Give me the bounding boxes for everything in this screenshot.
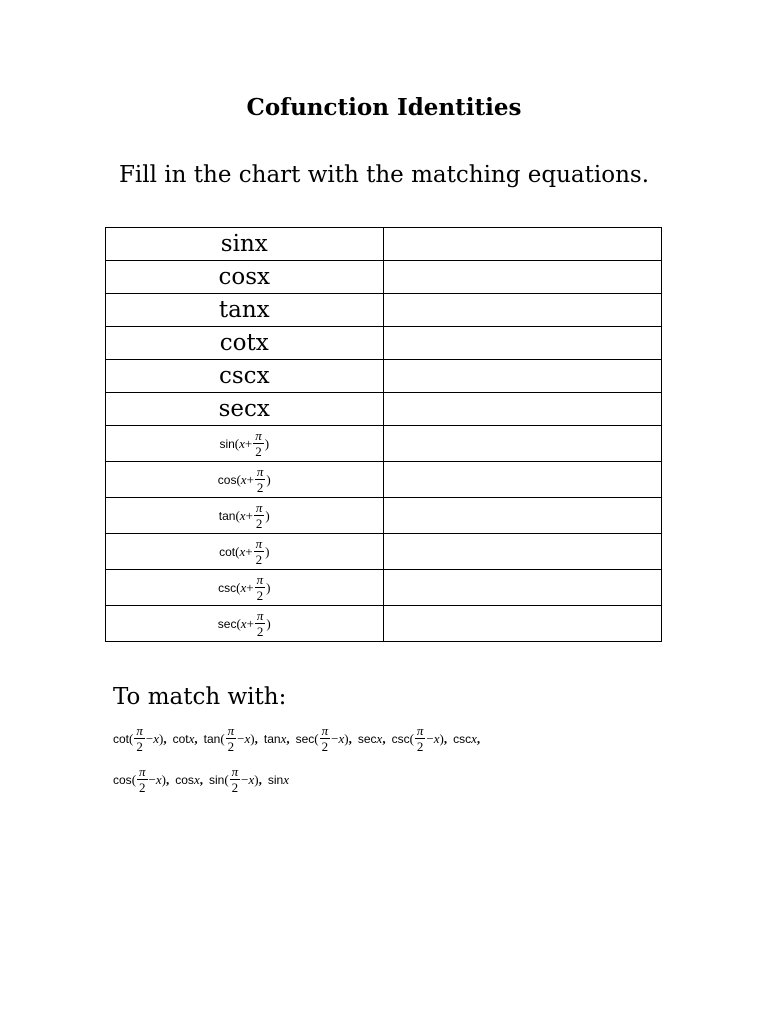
paren-open: ( [236, 615, 241, 631]
paren-open: ( [236, 471, 241, 487]
match-item [172, 730, 198, 747]
operator: − [426, 730, 434, 746]
operator: − [331, 730, 339, 746]
match-item [296, 724, 349, 753]
function-name: cot [113, 731, 130, 746]
variable: x [471, 730, 477, 746]
chart-row [106, 360, 662, 393]
chart-answer-cell[interactable] [383, 498, 661, 534]
function-name: sin [219, 436, 235, 451]
variable: x [188, 730, 195, 746]
chart-function-cell: tanx [106, 294, 384, 327]
fraction-pi-over-2 [254, 501, 265, 530]
chart-function-cell: cotx [106, 327, 384, 360]
separator: , [258, 771, 262, 787]
match-item [268, 772, 289, 788]
chart-row [106, 393, 662, 426]
function-name: cos [217, 472, 237, 487]
paren-close: ) [266, 615, 271, 631]
paren-open: ( [234, 435, 240, 451]
match-item [392, 724, 444, 753]
operator: − [241, 771, 249, 787]
fraction-denominator: 2 [231, 780, 239, 795]
fraction-denominator: 2 [139, 780, 146, 795]
function-name: cot [219, 544, 236, 559]
fraction-pi-over-2 [255, 609, 266, 638]
chart-row [106, 570, 662, 606]
chart-row [106, 606, 662, 642]
paren-open: ( [235, 507, 240, 523]
chart-answer-cell[interactable] [383, 261, 661, 294]
operator: − [237, 730, 245, 746]
fraction-pi-over-2 [137, 765, 148, 794]
fraction-denominator: 2 [255, 444, 262, 459]
paren-open: ( [409, 730, 414, 746]
fraction-pi-over-2 [320, 724, 331, 753]
operator: − [148, 771, 156, 787]
match-label: To match with: [113, 684, 287, 710]
chart-function-cell: secx [106, 393, 384, 426]
fraction-pi-over-2 [255, 465, 266, 494]
separator: , [286, 730, 290, 746]
fraction-denominator: 2 [255, 552, 263, 567]
shift-expression [219, 501, 270, 530]
variable: x [240, 471, 247, 487]
fraction-denominator: 2 [256, 624, 264, 639]
paren-close: ) [266, 471, 271, 487]
chart-function-cell: sinx [106, 228, 384, 261]
fraction-pi-over-2 [255, 573, 266, 602]
chart-answer-cell[interactable] [383, 294, 661, 327]
operator: + [245, 507, 253, 523]
function-name: csc [453, 731, 472, 746]
fraction-numerator: π [227, 723, 235, 738]
match-item [209, 765, 259, 794]
chart-answer-cell[interactable] [383, 426, 661, 462]
chart-answer-cell[interactable] [383, 393, 661, 426]
operator: + [245, 543, 253, 559]
variable: x [240, 579, 247, 595]
function-name: sec [295, 731, 315, 746]
chart-function-cell: cosx [106, 261, 384, 294]
chart-answer-cell[interactable] [383, 570, 661, 606]
function-name: csc [218, 580, 237, 595]
page-title: Cofunction Identities [246, 94, 522, 121]
match-line-1 [113, 724, 486, 753]
function-name: tan [263, 731, 281, 746]
chart-row [106, 426, 662, 462]
fraction-numerator: π [256, 608, 264, 623]
operator: + [246, 579, 254, 595]
separator: , [348, 730, 352, 746]
chart-function-cell [106, 462, 384, 498]
variable: x [433, 730, 440, 746]
function-name: csc [391, 731, 410, 746]
separator: , [166, 771, 170, 787]
variable: x [239, 435, 245, 451]
fraction-denominator: 2 [227, 739, 235, 754]
fraction-numerator: π [255, 500, 263, 515]
chart-function-cell [106, 534, 384, 570]
paren-open: ( [235, 543, 240, 559]
chart-function-cell [106, 606, 384, 642]
match-item [358, 731, 382, 747]
shift-expression [219, 429, 269, 458]
identity-chart [105, 227, 662, 642]
paren-close: ) [265, 507, 270, 523]
match-item [204, 724, 255, 753]
function-name: sin [208, 772, 225, 787]
shift-expression [219, 537, 269, 566]
fraction-numerator: π [231, 764, 239, 779]
separator: , [194, 730, 198, 746]
paren-close: ) [266, 579, 271, 595]
paren-close: ) [264, 435, 270, 451]
paren-open: ( [131, 771, 137, 787]
chart-answer-cell[interactable] [383, 327, 661, 360]
chart-function-cell [106, 570, 384, 606]
chart-row [106, 228, 662, 261]
fraction-denominator: 2 [416, 739, 424, 754]
function-name: cot [172, 731, 189, 746]
variable: x [239, 507, 246, 523]
paren-open: ( [236, 579, 241, 595]
function-name: tan [203, 731, 221, 746]
function-name: sec [217, 616, 237, 631]
fraction-numerator: π [139, 764, 146, 779]
fraction-pi-over-2 [253, 429, 264, 458]
chart-row [106, 462, 662, 498]
variable: x [155, 771, 162, 787]
fraction-numerator: π [321, 723, 329, 738]
match-item [453, 731, 477, 747]
match-item [113, 724, 163, 753]
fraction-numerator: π [255, 428, 262, 443]
paren-open: ( [224, 771, 229, 787]
match-item [113, 765, 166, 794]
chart-row [106, 294, 662, 327]
fraction-pi-over-2 [415, 724, 426, 753]
shift-expression [218, 573, 270, 602]
fraction-denominator: 2 [256, 588, 264, 603]
chart-answer-cell[interactable] [383, 462, 661, 498]
paren-close: ) [158, 730, 164, 746]
chart-function-cell: cscx [106, 360, 384, 393]
operator: + [246, 471, 254, 487]
separator: , [199, 771, 203, 787]
paren-close: ) [254, 771, 259, 787]
separator: , [476, 730, 481, 746]
variable: x [283, 771, 289, 787]
function-name: sin [267, 772, 284, 787]
paren-close: ) [439, 730, 444, 746]
variable: x [248, 771, 255, 787]
variable: x [240, 615, 247, 631]
chart-answer-cell[interactable] [383, 534, 661, 570]
function-name: tan [218, 508, 236, 523]
fraction-numerator: π [136, 723, 143, 738]
variable: x [239, 543, 246, 559]
separator: , [254, 730, 258, 746]
fraction-pi-over-2 [254, 537, 265, 566]
paren-close: ) [250, 730, 255, 746]
fraction-numerator: π [255, 536, 263, 551]
variable: x [193, 771, 200, 787]
fraction-denominator: 2 [321, 739, 329, 754]
function-name: cos [113, 772, 132, 787]
paren-open: ( [129, 730, 134, 746]
fraction-denominator: 2 [136, 739, 143, 754]
fraction-numerator: π [256, 464, 264, 479]
variable: x [244, 730, 251, 746]
chart-row [106, 327, 662, 360]
fraction-numerator: π [256, 572, 264, 587]
operator: − [145, 730, 154, 746]
chart-function-cell [106, 426, 384, 462]
instructions: Fill in the chart with the matching equations. [118, 162, 650, 188]
paren-close: ) [161, 771, 166, 787]
shift-expression [218, 465, 271, 494]
function-name: sec [357, 731, 377, 746]
chart-function-cell [106, 498, 384, 534]
chart-answer-cell[interactable] [383, 360, 661, 393]
chart-row [106, 534, 662, 570]
operator: + [244, 435, 253, 451]
fraction-pi-over-2 [134, 724, 145, 753]
chart-answer-cell[interactable] [383, 606, 661, 642]
variable: x [153, 730, 159, 746]
fraction-numerator: π [416, 723, 424, 738]
variable: x [280, 730, 287, 746]
paren-open: ( [220, 730, 225, 746]
chart-row [106, 498, 662, 534]
separator: , [163, 730, 167, 746]
paren-open: ( [314, 730, 319, 746]
fraction-pi-over-2 [226, 724, 237, 753]
match-line-2 [113, 765, 289, 794]
separator: , [382, 730, 386, 746]
paren-close: ) [265, 543, 270, 559]
function-name: cos [175, 772, 194, 787]
paren-close: ) [344, 730, 349, 746]
fraction-denominator: 2 [255, 516, 263, 531]
separator: , [443, 730, 448, 746]
fraction-denominator: 2 [256, 480, 264, 495]
operator: + [246, 615, 254, 631]
chart-answer-cell[interactable] [383, 228, 661, 261]
variable: x [376, 730, 383, 746]
match-item [175, 772, 199, 788]
fraction-pi-over-2 [230, 765, 241, 794]
variable: x [338, 730, 345, 746]
match-item [264, 731, 286, 747]
chart-row [106, 261, 662, 294]
shift-expression [218, 609, 271, 638]
